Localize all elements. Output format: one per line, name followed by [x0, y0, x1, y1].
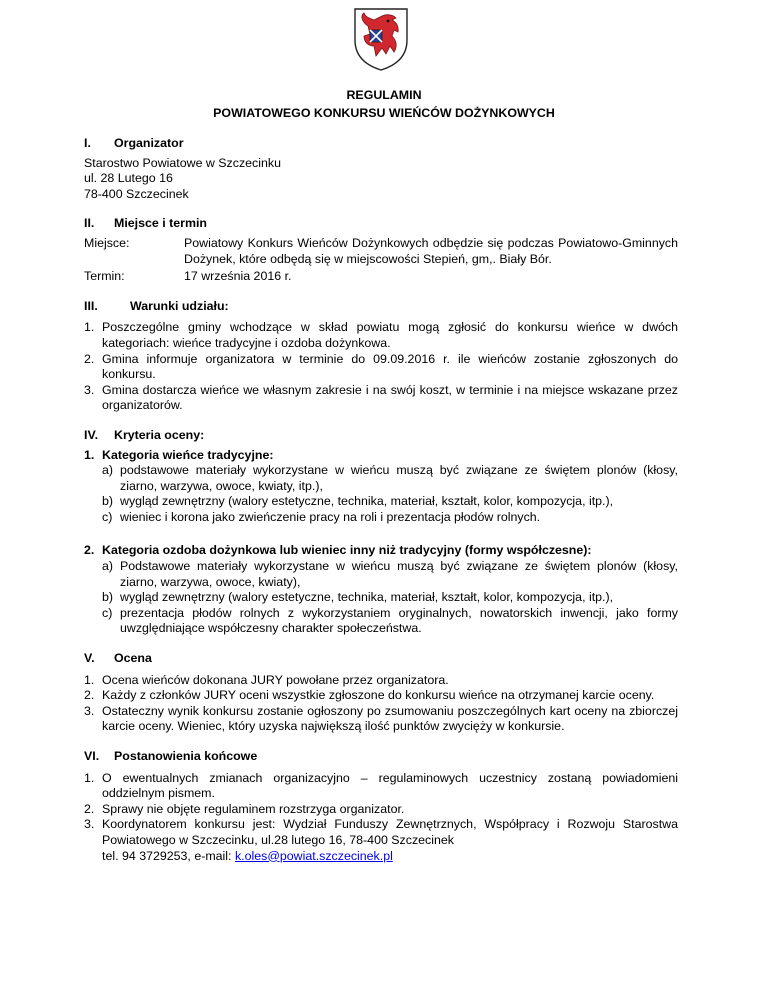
document-subtitle: POWIATOWEGO KONKURSU WIEŃCÓW DOŻYNKOWYCH [213, 106, 555, 120]
list-item: b) wygląd zewnętrzny (walory estetyczne, technika, materiał, kształt, kolor, kompozycja, itp.), [102, 494, 614, 509]
list-item: a) podstawowe materiały wykorzystane w wieńcu muszą być związane ze świętem plonów (kłosy, ziarno, warzywa, owoce, kwiaty, itp.), [102, 463, 678, 493]
document-title: REGULAMIN [346, 88, 422, 102]
conditions-list [84, 320, 678, 414]
section-evaluation [84, 651, 678, 735]
list-item: b) wygląd zewnętrzny (walory estetyczne, technika, materiał, kształt, kolor, kompozycja, itp.), [102, 590, 614, 605]
date-label: Termin: [84, 269, 125, 284]
section-heading: II. Miejsce i termin [84, 216, 207, 231]
list-item: 2. Gmina informuje organizatora w terminie do 09.09.2016 r. ile wieńców zostanie zgłoszonych do konkursu. [84, 351, 678, 382]
section-place-date [84, 216, 678, 284]
section-heading: VI. Postanowienia końcowe [84, 749, 258, 763]
date-row [84, 269, 678, 285]
criteria-list [102, 463, 678, 525]
place-text: Powiatowy Konkurs Wieńców Dożynkowych odbędzie się podczas Powiatowo-Gminnych Dożynek, które odbędą się w miejscowości Stepień, gm,. Biały Bór. [184, 235, 678, 266]
category-heading: 1. Kategoria wieńce tradycyjne: [84, 447, 274, 462]
list-item: 3. Gmina dostarcza wieńce we własnym zakresie i na swój koszt, w terminie i na miejsce wskazane przez organizatorów. [84, 382, 678, 413]
contact-phone: tel. 94 3729253, e-mail: [102, 848, 235, 863]
section-heading: III. Warunki udziału: [84, 298, 229, 313]
address-line: Starostwo Powiatowe w Szczecinku [84, 155, 281, 170]
address-line: 78-400 Szczecinek [84, 186, 189, 201]
list-item: c) prezentacja płodów rolnych z wykorzystaniem oryginalnych, nowatorskich inwencji, jako formy uwzględniające współczesny charakter społeczeństwa. [102, 605, 678, 636]
list-item: 2. Każdy z członków JURY oceni wszystkie zgłoszone do konkursu wieńce na otrzymanej karcie oceny. [84, 688, 655, 703]
section-organizer [84, 136, 678, 202]
criteria-list [102, 559, 678, 637]
list-item: 1. O ewentualnych zmianach organizacyjno – regulaminowych uczestnicy zostaną powiadomieni oddzielnym pismem. [84, 770, 678, 801]
place-row [84, 236, 678, 267]
list-item: 1. Ocena wieńców dokonana JURY powołane przez organizatora. [84, 672, 449, 687]
coordinator-text: Koordynatorem konkursu jest: Wydział Funduszy Zewnętrznych, Współpracy i Rozwoju Starostwa Powiatowego w Szczecinku, ul.28 lutego 16, 78-400 Szczecinek [102, 817, 678, 847]
list-item: 1. Poszczególne gminy wchodzące w skład powiatu mogą zgłosić do konkursu wieńce w dwóch kategoriach: wieńce tradycyjne i ozdoba dożynkowa. [84, 320, 678, 350]
list-item: c) wieniec i korona jako zwieńczenie pracy na roli i prezentacja płodów rolnych. [102, 509, 541, 524]
section-conditions [84, 299, 678, 414]
criteria-category-modern [84, 543, 678, 637]
final-provisions-list [84, 771, 678, 865]
list-item: 3. Koordynatorem konkursu jest: Wydział Funduszy Zewnętrznych, Współpracy i Rozwoju Starostwa Powiatowego w Szczecinku, ul.28 lutego 16, 78-400 Szczecinek tel. 94 3729253, e-mail: k.oles@powiat.szczecinek.pl [84, 817, 678, 863]
document-body [84, 136, 678, 864]
section-criteria [84, 428, 678, 637]
section-heading: V. Ocena [84, 651, 152, 666]
organizer-address [84, 156, 678, 203]
list-item: 2. Sprawy nie objęte regulaminem rozstrzyga organizator. [84, 801, 405, 816]
criteria-category-traditional [84, 448, 678, 526]
place-label: Miejsce: [84, 235, 130, 250]
category-heading: 2. Kategoria ozdoba dożynkowa lub wieniec inny niż tradycyjny (formy współczesne): [84, 543, 592, 558]
date-text: 17 września 2016 r. [184, 269, 292, 284]
address-line: ul. 28 Lutego 16 [84, 171, 173, 186]
email-link[interactable]: k.oles@powiat.szczecinek.pl [234, 848, 393, 863]
section-heading: IV. Kryteria oceny: [84, 427, 205, 442]
evaluation-list [84, 673, 678, 735]
list-item: a) Podstawowe materiały wykorzystane w wieńcu muszą być związane ze świętem plonów (kłosy, ziarno, warzywa, owoce, kwiaty), [102, 559, 678, 589]
section-final-provisions [84, 749, 678, 864]
section-heading: I. Organizator [84, 136, 184, 150]
coat-of-arms-icon [352, 6, 410, 72]
list-item: 3. Ostateczny wynik konkursu zostanie ogłoszony po zsumowaniu poszczególnych kart oceny na zbiorczej karcie oceny. Wieniec, który uzyska największą ilość punktów zwycięży w konkursie. [84, 703, 678, 734]
